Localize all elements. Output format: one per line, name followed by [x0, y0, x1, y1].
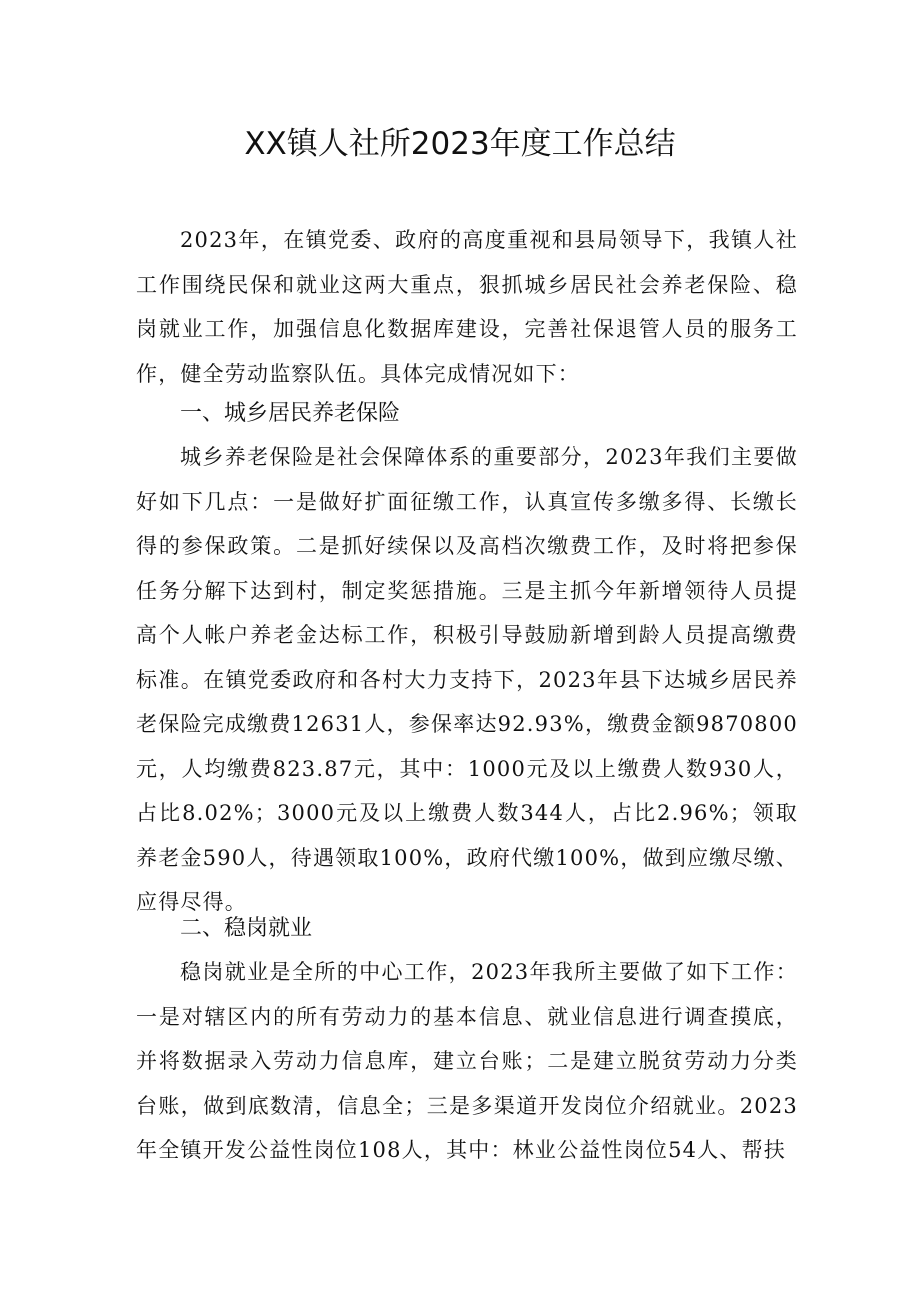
- section-heading-employment: 二、稳岗就业: [180, 916, 313, 941]
- section-heading-pension: 一、城乡居民养老保险: [180, 401, 401, 426]
- section-paragraph-employment: 稳岗就业是全所的中心工作，2023年我所主要做了如下工作：一是对辖区内的所有劳动力的基本信息、就业信息进行调查摸底，并将数据录入劳动力信息库，建立台账；二是建立脱贫劳动力分类台账，做到底数清，信息全；三是多渠道开发岗位介绍就业。2023年全镇开发公益性岗位108人，其中：林业公益性岗位54人、帮扶: [136, 960, 798, 1162]
- section-paragraph-pension: 城乡养老保险是社会保障体系的重要部分，2023年我们主要做好如下几点：一是做好扩面征缴工作，认真宣传多缴多得、长缴长得的参保政策。二是抓好续保以及高档次缴费工作，及时将把参保任务分解下达到村，制定奖惩措施。三是主抓今年新增领待人员提高个人帐户养老金达标工作，积极引导鼓励新增到龄人员提高缴费标准。在镇党委政府和各村大力支持下，2023年县下达城乡居民养老保险完成缴费12631人，参保率达92.93%，缴费金额9870800元，人均缴费823.87元，其中：1000元及以上缴费人数930人，占比8.02%；3000元及以上缴费人数344人，占比2.96%；领取养老金590人，待遇领取100%，政府代缴100%，做到应缴尽缴、应得尽得。: [136, 445, 798, 914]
- document-title: XX镇人社所2023年度工作总结: [244, 126, 676, 162]
- intro-paragraph: 2023年，在镇党委、政府的高度重视和县局领导下，我镇人社工作围绕民保和就业这两大重点，狠抓城乡居民社会养老保险、稳岗就业工作，加强信息化数据库建设，完善社保退管人员的服务工作，健全劳动监察队伍。具体完成情况如下：: [136, 228, 798, 386]
